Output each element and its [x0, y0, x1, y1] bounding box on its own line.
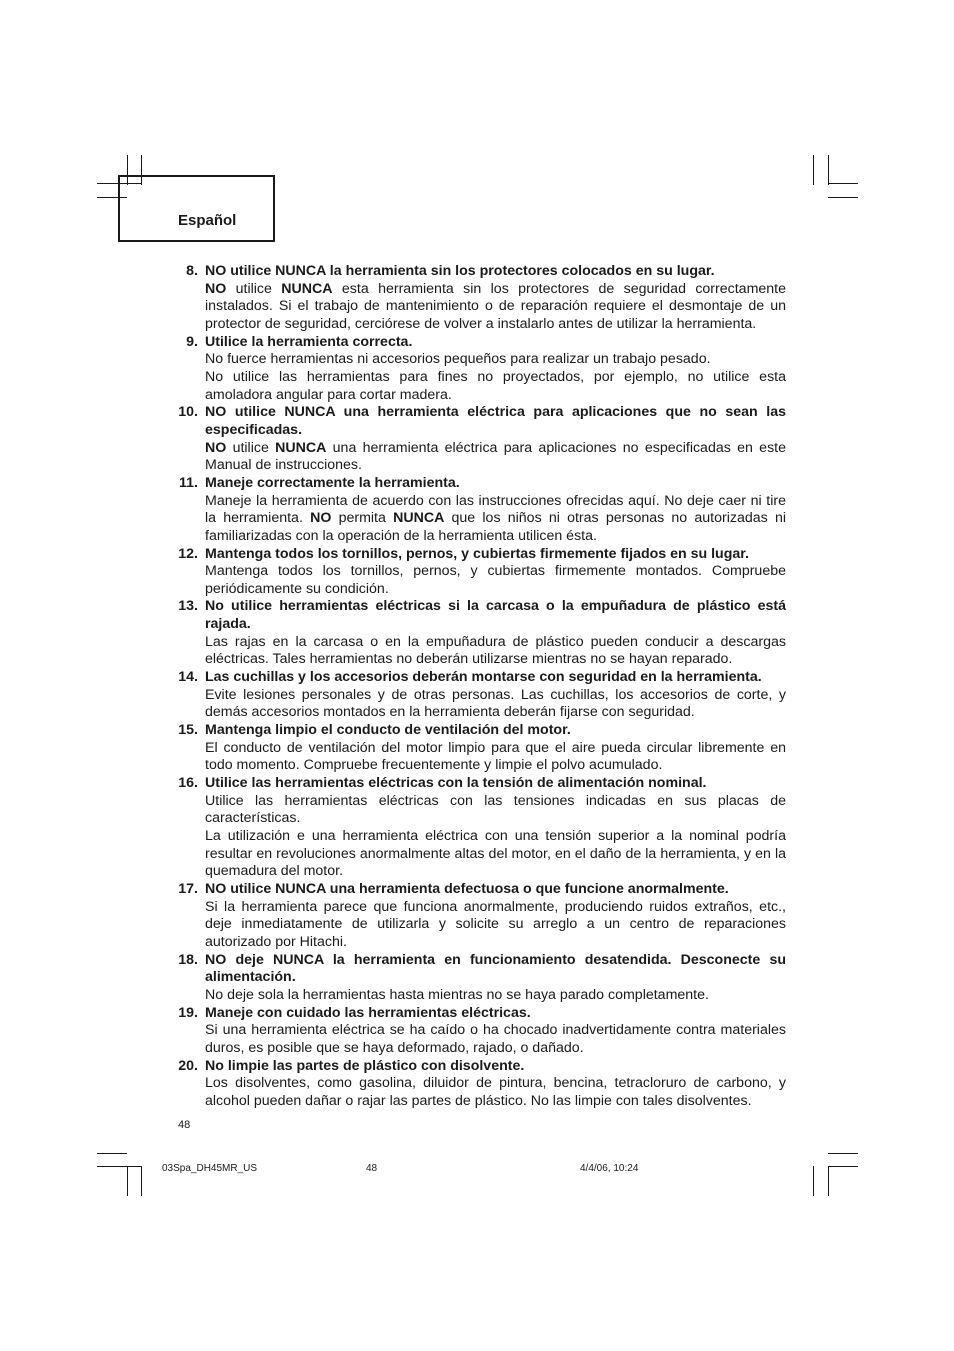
item-number: 19.	[178, 1004, 198, 1021]
footer-date: 4/4/06, 10:24	[580, 1163, 639, 1174]
item-paragraph	[205, 281, 786, 334]
body-text: que los niños ni otras personas no autorizadas ni familiarizadas con la operación de la herramienta utilicen ésta.	[205, 510, 786, 544]
emphasis-text: NO	[310, 510, 332, 527]
item-paragraph	[205, 740, 786, 775]
footer-file-name: 03Spa_DH45MR_US	[162, 1163, 258, 1174]
body-text: Los disolventes, como gasolina, diluidor de pintura, bencina, tetracloruro de carbono, y alcohol pueden dañar o rajar las partes de plástico. No las limpie con tales disolventes.	[205, 1075, 786, 1109]
list-item	[170, 1058, 786, 1111]
body-text: Las rajas en la carcasa o en la empuñadura de plástico pueden conducir a descargas eléctricas. Tales herramientas no deberán utilizarse mientras no se hayan reparado.	[205, 633, 786, 668]
item-heading: Utilice la herramienta correcta.	[205, 333, 413, 350]
list-item	[170, 334, 786, 405]
item-heading: Las cuchillas y los accesorios deberán montarse con seguridad en la herramienta.	[205, 669, 762, 686]
crop-mark	[813, 155, 814, 185]
body-text: permita	[331, 510, 394, 527]
item-number: 18.	[178, 951, 198, 968]
item-number: 14.	[178, 669, 198, 686]
item-number: 13.	[178, 598, 198, 615]
list-item	[170, 775, 786, 881]
body-text: una herramienta eléctrica para aplicaciones no especificadas en este Manual de instrucciones.	[205, 439, 787, 474]
item-number: 17.	[178, 880, 198, 897]
item-number: 16.	[178, 775, 198, 792]
list-item	[170, 1005, 786, 1058]
list-item	[170, 669, 786, 722]
item-paragraph	[205, 1075, 786, 1110]
item-paragraph	[205, 687, 786, 722]
list-item	[170, 722, 786, 775]
crop-mark	[828, 197, 858, 198]
item-paragraph	[205, 440, 786, 475]
emphasis-text: NUNCA	[393, 510, 445, 527]
item-number: 12.	[178, 545, 198, 562]
list-item	[170, 598, 786, 669]
body-text: La utilización e una herramienta eléctrica con una tensión superior a la nominal podría resultar en revoluciones anormalmente altas del motor, en el daño de la herramienta, y en la quemadura del motor.	[205, 828, 786, 880]
body-text: Evite lesiones personales y de otras personas. Las cuchillas, los accesorios de corte, y demás accesorios montados en la herramienta deberán fijarse con seguridad.	[205, 686, 786, 721]
body-text: utilice	[226, 439, 276, 456]
crop-mark	[141, 1166, 142, 1196]
list-item	[170, 881, 786, 952]
crop-mark	[127, 1166, 128, 1196]
item-paragraph	[205, 1022, 786, 1057]
item-heading: Maneje correctamente la herramienta.	[205, 474, 460, 491]
item-heading: No limpie las partes de plástico con disolvente.	[205, 1057, 525, 1074]
item-heading: NO utilice NUNCA una herramienta defectuosa o que funcione anormalmente.	[205, 880, 729, 897]
item-number: 9.	[186, 333, 198, 350]
crop-mark	[828, 1153, 858, 1154]
page-number: 48	[178, 1119, 191, 1131]
body-text: Maneje la herramienta de acuerdo con las instrucciones ofrecidas aquí. No deje caer ni tire la herramienta.	[205, 492, 786, 527]
body-text: No deje sola la herramientas hasta mientras no se haya parado completamente.	[205, 986, 709, 1003]
item-heading: No utilice herramientas eléctricas si la carcasa o la empuñadura de plástico está rajada.	[205, 598, 786, 633]
body-text: Si una herramienta eléctrica se ha caído o ha chocado inadvertidamente contra materiales duros, es posible que se haya deformado, rajado, o dañado.	[205, 1022, 786, 1056]
item-paragraph	[205, 987, 786, 1005]
item-paragraph	[205, 563, 786, 598]
crop-mark	[828, 183, 858, 184]
crop-mark	[828, 1166, 858, 1167]
item-paragraph	[205, 899, 786, 952]
body-text: No fuerce herramientas ni accesorios pequeños para realizar un trabajo pesado.	[205, 351, 711, 368]
body-text: No utilice las herramientas para fines no proyectados, por ejemplo, no utilice esta amoladora angular para cortar madera.	[205, 368, 786, 403]
item-heading: NO deje NUNCA la herramienta en funcionamiento desatendida. Desconecte su alimentación.	[205, 951, 786, 986]
emphasis-text: NO	[205, 280, 227, 297]
crop-mark	[813, 1166, 814, 1196]
item-heading: Maneje con cuidado las herramientas eléctricas.	[205, 1004, 531, 1021]
body-text: Utilice las herramientas eléctricas con las tensiones indicadas en sus placas de características.	[205, 792, 786, 827]
item-heading: Mantenga todos los tornillos, pernos, y cubiertas firmemente fijados en su lugar.	[205, 545, 749, 562]
language-tab-box	[118, 175, 275, 242]
list-item	[170, 404, 786, 475]
safety-instructions-list	[170, 263, 786, 1111]
list-item	[170, 475, 786, 546]
item-paragraph	[205, 493, 786, 546]
body-text: esta herramienta sin los protectores de seguridad correctamente instalados. Si el trabajo de mantenimiento o de reparación requiere el desmontaje de un protector de seguridad, cerciórese de volver a instalarlo antes de utilizar la herramienta.	[205, 280, 787, 332]
body-text: Si la herramienta parece que funciona anormalmente, produciendo ruidos extraños, etc., deje inmediatamente de utilizarla y solicite su arreglo a un centro de reparaciones autorizado por Hitachi.	[205, 898, 786, 950]
item-heading: Utilice las herramientas eléctricas con la tensión de alimentación nominal.	[205, 775, 707, 792]
list-item	[170, 263, 786, 334]
list-item	[170, 546, 786, 599]
item-heading: Mantenga limpio el conducto de ventilación del motor.	[205, 722, 571, 739]
item-paragraph	[205, 828, 786, 881]
emphasis-text: NUNCA	[275, 439, 327, 456]
list-item	[170, 952, 786, 1005]
crop-mark	[828, 155, 829, 185]
body-text: utilice	[226, 280, 282, 297]
item-heading: NO utilice NUNCA la herramienta sin los protectores colocados en su lugar.	[205, 263, 715, 279]
crop-mark	[97, 1153, 127, 1154]
item-paragraph	[205, 369, 786, 404]
emphasis-text: NUNCA	[281, 280, 333, 297]
footer-page: 48	[366, 1163, 378, 1174]
emphasis-text: NO	[205, 439, 227, 456]
body-text: Mantenga todos los tornillos, pernos, y cubiertas firmemente montados. Compruebe periódicamente su condición.	[205, 563, 786, 597]
crop-mark	[828, 1166, 829, 1196]
language-tab-label: Español	[178, 212, 237, 229]
item-number: 10.	[178, 404, 198, 421]
item-number: 20.	[178, 1057, 198, 1074]
body-text: El conducto de ventilación del motor limpio para que el aire pueda circular libremente en todo momento. Compruebe frecuentemente y limpie el polvo acumulado.	[205, 739, 786, 774]
item-number: 11.	[179, 474, 198, 491]
item-paragraph	[205, 634, 786, 669]
item-number: 15.	[178, 722, 198, 739]
item-paragraph	[205, 793, 786, 828]
item-paragraph	[205, 351, 786, 369]
crop-mark	[97, 1166, 142, 1167]
item-number: 8.	[186, 263, 198, 279]
item-heading: NO utilice NUNCA una herramienta eléctrica para aplicaciones que no sean las especificadas.	[205, 404, 786, 438]
